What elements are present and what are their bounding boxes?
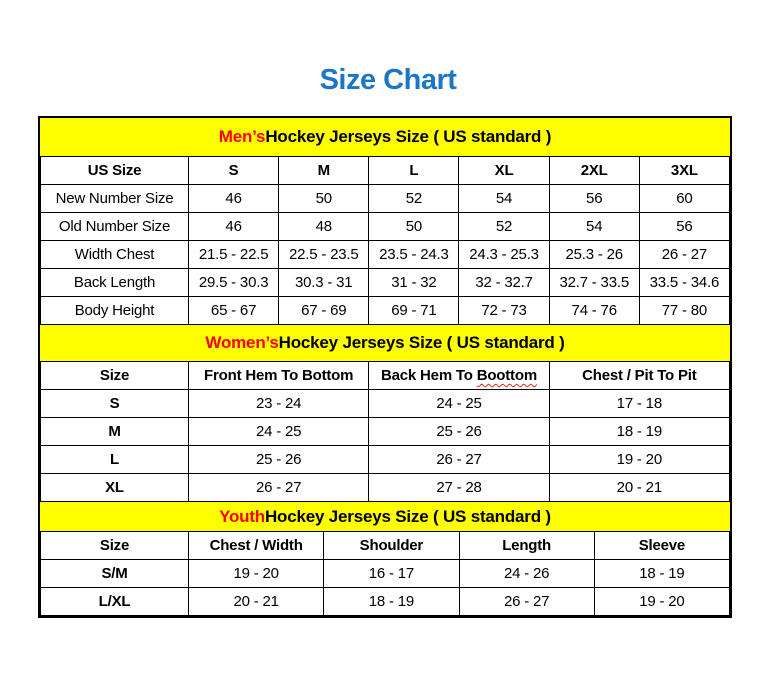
cell: 46 <box>189 185 279 213</box>
youth-section <box>40 502 730 616</box>
table-row <box>41 588 730 616</box>
cell: 20 - 21 <box>189 588 324 616</box>
cell: 56 <box>639 213 729 241</box>
cell: 18 - 19 <box>549 418 729 446</box>
cell: 25 - 26 <box>189 446 369 474</box>
cell: 26 - 27 <box>189 474 369 502</box>
cell: 30.3 - 31 <box>279 269 369 297</box>
size-chart-container <box>38 116 732 618</box>
cell: 24 - 25 <box>369 390 549 418</box>
cell: 25 - 26 <box>369 418 549 446</box>
cell: 67 - 69 <box>279 297 369 325</box>
cell: 32.7 - 33.5 <box>549 269 639 297</box>
cell: 46 <box>189 213 279 241</box>
cell: 54 <box>549 213 639 241</box>
table-row <box>41 390 730 418</box>
column-header: Back Hem To Boottom <box>369 362 549 390</box>
mens-section <box>40 118 730 325</box>
column-header: S <box>189 157 279 185</box>
cell: 24.3 - 25.3 <box>459 241 549 269</box>
column-header: 3XL <box>639 157 729 185</box>
cell: 17 - 18 <box>549 390 729 418</box>
cell: 69 - 71 <box>369 297 459 325</box>
row-label: New Number Size <box>41 185 189 213</box>
column-header: 2XL <box>549 157 639 185</box>
cell: 29.5 - 30.3 <box>189 269 279 297</box>
cell: 33.5 - 34.6 <box>639 269 729 297</box>
column-header: Chest / Width <box>189 532 324 560</box>
column-header: Chest / Pit To Pit <box>549 362 729 390</box>
womens-band-text: Hockey Jerseys Size ( US standard ) <box>278 333 565 352</box>
row-label: XL <box>41 474 189 502</box>
table-row <box>41 297 730 325</box>
cell: 48 <box>279 213 369 241</box>
youth-band-highlight: Youth <box>219 506 265 526</box>
row-label: Old Number Size <box>41 213 189 241</box>
table-row <box>41 560 730 588</box>
misspelled-word: Boottom <box>476 367 537 384</box>
mens-band-highlight: Men’s <box>218 127 266 146</box>
row-label: L <box>41 446 189 474</box>
table-row <box>41 418 730 446</box>
youth-band-text: Hockey Jerseys Size ( US standard ) <box>264 506 551 526</box>
mens-band-title <box>40 118 730 156</box>
column-header: Shoulder <box>324 532 459 560</box>
youth-band-title <box>40 502 730 531</box>
header-row <box>41 362 730 390</box>
column-header: Size <box>41 362 189 390</box>
cell: 19 - 20 <box>549 446 729 474</box>
row-label: Back Length <box>41 269 189 297</box>
header-row <box>41 532 730 560</box>
cell: 23.5 - 24.3 <box>369 241 459 269</box>
table-row <box>41 241 730 269</box>
table-row <box>41 269 730 297</box>
cell: 26 - 27 <box>369 446 549 474</box>
cell: 22.5 - 23.5 <box>279 241 369 269</box>
cell: 26 - 27 <box>639 241 729 269</box>
table-row <box>41 474 730 502</box>
cell: 54 <box>459 185 549 213</box>
youth-size-table <box>40 531 730 616</box>
row-label: S/M <box>41 560 189 588</box>
womens-size-table <box>40 361 730 502</box>
cell: 24 - 26 <box>459 560 594 588</box>
womens-section <box>40 325 730 502</box>
column-header: L <box>369 157 459 185</box>
cell: 19 - 20 <box>189 560 324 588</box>
cell: 19 - 20 <box>594 588 729 616</box>
column-header: Length <box>459 532 594 560</box>
cell: 21.5 - 22.5 <box>189 241 279 269</box>
cell: 50 <box>369 213 459 241</box>
table-row <box>41 446 730 474</box>
cell: 31 - 32 <box>369 269 459 297</box>
column-header: Size <box>41 532 189 560</box>
table-row <box>41 185 730 213</box>
page-title: Size Chart <box>319 64 457 96</box>
cell: 27 - 28 <box>369 474 549 502</box>
cell: 77 - 80 <box>639 297 729 325</box>
column-header: US Size <box>41 157 189 185</box>
cell: 65 - 67 <box>189 297 279 325</box>
column-header: XL <box>459 157 549 185</box>
cell: 50 <box>279 185 369 213</box>
row-label: Width Chest <box>41 241 189 269</box>
cell: 60 <box>639 185 729 213</box>
cell: 23 - 24 <box>189 390 369 418</box>
cell: 18 - 19 <box>594 560 729 588</box>
column-header: M <box>279 157 369 185</box>
cell: 52 <box>459 213 549 241</box>
cell: 20 - 21 <box>549 474 729 502</box>
cell: 18 - 19 <box>324 588 459 616</box>
womens-band-title <box>40 325 730 361</box>
column-header: Sleeve <box>594 532 729 560</box>
cell: 52 <box>369 185 459 213</box>
cell: 26 - 27 <box>459 588 594 616</box>
row-label: L/XL <box>41 588 189 616</box>
row-label: S <box>41 390 189 418</box>
mens-band-text: Hockey Jerseys Size ( US standard ) <box>265 127 552 146</box>
column-header: Front Hem To Bottom <box>189 362 369 390</box>
cell: 24 - 25 <box>189 418 369 446</box>
cell: 16 - 17 <box>324 560 459 588</box>
mens-size-table <box>40 156 730 325</box>
header-row <box>41 157 730 185</box>
row-label: Body Height <box>41 297 189 325</box>
cell: 25.3 - 26 <box>549 241 639 269</box>
cell: 72 - 73 <box>459 297 549 325</box>
table-row <box>41 213 730 241</box>
cell: 32 - 32.7 <box>459 269 549 297</box>
row-label: M <box>41 418 189 446</box>
cell: 56 <box>549 185 639 213</box>
cell: 74 - 76 <box>549 297 639 325</box>
womens-band-highlight: Women’s <box>205 333 279 352</box>
